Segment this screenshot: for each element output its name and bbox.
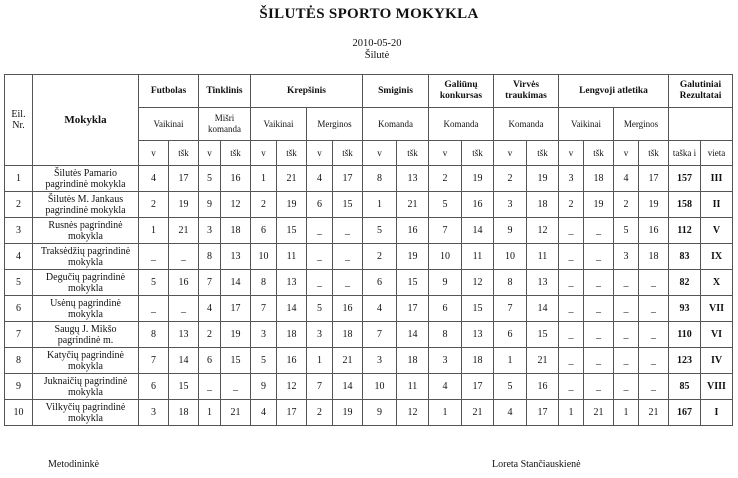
cell-v: 4 (429, 374, 462, 400)
cell-tsk: 18 (639, 244, 669, 270)
cell-tsk: 13 (277, 270, 307, 296)
cell-v: 7 (139, 348, 169, 374)
table-row (5, 296, 733, 322)
cell-tsk: 11 (397, 374, 429, 400)
header-v: v (614, 141, 639, 166)
cell-tsk: 14 (462, 218, 494, 244)
cell-v: 3 (614, 244, 639, 270)
cell-tsk: _ (639, 270, 669, 296)
table-row (5, 322, 733, 348)
cell-v: 5 (614, 218, 639, 244)
table-row (5, 244, 733, 270)
table-row (5, 374, 733, 400)
cell-v: _ (199, 374, 221, 400)
cell-v: 9 (251, 374, 277, 400)
row-school: Saugų J. Mikšo pagrindinė m. (33, 322, 139, 348)
cell-v: _ (559, 218, 584, 244)
cell-tsk: 21 (221, 400, 251, 426)
cell-tsk: 16 (462, 192, 494, 218)
cell-tsk: 14 (527, 296, 559, 322)
row-nr: 5 (5, 270, 33, 296)
cell-tsk: _ (639, 374, 669, 400)
row-points: 83 (669, 244, 701, 270)
cell-v: 1 (199, 400, 221, 426)
cell-tsk: 12 (277, 374, 307, 400)
row-school: Degučių pagrindinė mokykla (33, 270, 139, 296)
header-smiginis: Smiginis (363, 75, 429, 108)
cell-tsk: 18 (527, 192, 559, 218)
cell-v: 6 (494, 322, 527, 348)
cell-tsk: 21 (333, 348, 363, 374)
cell-v: 7 (199, 270, 221, 296)
cell-v: 10 (494, 244, 527, 270)
cell-tsk: 11 (527, 244, 559, 270)
header-tinklinis: Tinklinis (199, 75, 251, 108)
cell-v: 6 (139, 374, 169, 400)
cell-tsk: 17 (527, 400, 559, 426)
cell-tsk: 18 (169, 400, 199, 426)
sub-smiginis-komanda: Komanda (363, 108, 429, 141)
cell-tsk: 17 (221, 296, 251, 322)
cell-v: 4 (139, 166, 169, 192)
sub-galutiniai-empty (669, 108, 733, 141)
cell-v: 6 (363, 270, 397, 296)
row-points: 123 (669, 348, 701, 374)
header-nr: Eil. Nr. (5, 75, 33, 166)
row-points: 93 (669, 296, 701, 322)
row-place: VII (701, 296, 733, 322)
cell-v: 5 (199, 166, 221, 192)
cell-v: _ (559, 244, 584, 270)
header-school: Mokykla (33, 75, 139, 166)
cell-tsk: 16 (221, 166, 251, 192)
cell-tsk: _ (584, 244, 614, 270)
header-tsk: tšk (169, 141, 199, 166)
row-nr: 10 (5, 400, 33, 426)
cell-tsk: _ (333, 218, 363, 244)
cell-tsk: 18 (221, 218, 251, 244)
results-table (4, 74, 733, 426)
cell-v: 9 (429, 270, 462, 296)
cell-v: 8 (251, 270, 277, 296)
row-school: Traksėdžių pagrindinė mokykla (33, 244, 139, 270)
row-place: III (701, 166, 733, 192)
cell-tsk: _ (639, 322, 669, 348)
cell-v: 1 (559, 400, 584, 426)
cell-v: _ (614, 348, 639, 374)
cell-tsk: 12 (527, 218, 559, 244)
cell-tsk: 19 (527, 166, 559, 192)
table-row (5, 270, 733, 296)
header-v: v (559, 141, 584, 166)
cell-v: 8 (139, 322, 169, 348)
cell-tsk: 17 (277, 400, 307, 426)
row-school: Šilutės M. Jankaus pagrindinė mokykla (33, 192, 139, 218)
cell-v: 4 (363, 296, 397, 322)
header-galutiniai: Galutiniai Rezultatai (669, 75, 733, 108)
cell-v: _ (559, 322, 584, 348)
cell-v: _ (614, 374, 639, 400)
cell-v: 5 (139, 270, 169, 296)
cell-tsk: 18 (462, 348, 494, 374)
cell-tsk: 15 (397, 270, 429, 296)
cell-tsk: 19 (333, 400, 363, 426)
cell-v: _ (307, 244, 333, 270)
cell-v: 5 (494, 374, 527, 400)
header-v: v (363, 141, 397, 166)
cell-v: 7 (251, 296, 277, 322)
row-school: Vilkyčių pagrindinė mokykla (33, 400, 139, 426)
table-row (5, 218, 733, 244)
cell-tsk: 19 (639, 192, 669, 218)
cell-tsk: 12 (221, 192, 251, 218)
row-nr: 3 (5, 218, 33, 244)
cell-tsk: 13 (527, 270, 559, 296)
cell-tsk: 19 (277, 192, 307, 218)
row-points: 112 (669, 218, 701, 244)
cell-v: 5 (363, 218, 397, 244)
cell-tsk: 13 (221, 244, 251, 270)
cell-tsk: 14 (221, 270, 251, 296)
row-nr: 7 (5, 322, 33, 348)
header-lengvoji: Lengvoji atletika (559, 75, 669, 108)
cell-v: 2 (139, 192, 169, 218)
cell-v: 4 (251, 400, 277, 426)
cell-tsk: 17 (169, 166, 199, 192)
footer-signatory: Loreta Stančiauskienė (492, 459, 581, 470)
header-v: v (429, 141, 462, 166)
cell-v: 3 (429, 348, 462, 374)
cell-tsk: 21 (527, 348, 559, 374)
cell-v: 7 (494, 296, 527, 322)
header-v: v (199, 141, 221, 166)
cell-tsk: 16 (333, 296, 363, 322)
cell-v: 1 (429, 400, 462, 426)
header-tsk: tšk (333, 141, 363, 166)
cell-v: _ (559, 374, 584, 400)
cell-tsk: 19 (397, 244, 429, 270)
cell-v: 8 (363, 166, 397, 192)
cell-tsk: 13 (462, 322, 494, 348)
cell-v: 4 (494, 400, 527, 426)
cell-v: 8 (494, 270, 527, 296)
cell-tsk: 21 (169, 218, 199, 244)
cell-v: 1 (139, 218, 169, 244)
cell-tsk: 18 (397, 348, 429, 374)
cell-tsk: 15 (169, 374, 199, 400)
header-vieta: vieta (701, 141, 733, 166)
cell-tsk: 21 (277, 166, 307, 192)
cell-v: 10 (251, 244, 277, 270)
header-krepsinis: Krepšinis (251, 75, 363, 108)
cell-v: 3 (251, 322, 277, 348)
cell-v: 8 (429, 322, 462, 348)
cell-v: 1 (251, 166, 277, 192)
document-date: 2010-05-20 (352, 38, 402, 49)
header-tsk: tšk (397, 141, 429, 166)
cell-v: 3 (307, 322, 333, 348)
cell-tsk: 19 (169, 192, 199, 218)
sub-galiunu-komanda: Komanda (429, 108, 494, 141)
cell-tsk: 15 (527, 322, 559, 348)
row-nr: 6 (5, 296, 33, 322)
cell-tsk: _ (169, 244, 199, 270)
cell-v: _ (559, 348, 584, 374)
cell-tsk: 19 (584, 192, 614, 218)
cell-tsk: 16 (397, 218, 429, 244)
cell-tsk: 14 (397, 322, 429, 348)
row-place: IV (701, 348, 733, 374)
row-points: 157 (669, 166, 701, 192)
cell-tsk: 21 (397, 192, 429, 218)
cell-tsk: 17 (639, 166, 669, 192)
cell-tsk: _ (584, 296, 614, 322)
row-nr: 2 (5, 192, 33, 218)
cell-v: 5 (429, 192, 462, 218)
cell-v: _ (307, 218, 333, 244)
footer-role: Metodininkė (48, 459, 100, 470)
cell-v: 6 (251, 218, 277, 244)
header-v: v (251, 141, 277, 166)
header-row-groups (5, 75, 733, 108)
row-points: 167 (669, 400, 701, 426)
date-block (0, 38, 738, 62)
cell-v: 2 (494, 166, 527, 192)
row-nr: 1 (5, 166, 33, 192)
cell-tsk: 12 (462, 270, 494, 296)
header-tsk: tšk (221, 141, 251, 166)
row-points: 158 (669, 192, 701, 218)
cell-tsk: _ (584, 270, 614, 296)
header-galiunu: Galiūnų konkursas (429, 75, 494, 108)
row-place: II (701, 192, 733, 218)
cell-tsk: 17 (462, 374, 494, 400)
cell-tsk: _ (169, 296, 199, 322)
cell-v: 7 (429, 218, 462, 244)
cell-tsk: 11 (277, 244, 307, 270)
sub-krepsinis-vaikinai: Vaikinai (251, 108, 307, 141)
header-tsk: tšk (639, 141, 669, 166)
row-nr: 8 (5, 348, 33, 374)
cell-v: 8 (199, 244, 221, 270)
sub-futbolas-vaikinai: Vaikinai (139, 108, 199, 141)
cell-v: 6 (429, 296, 462, 322)
results-body (5, 166, 733, 426)
cell-tsk: 15 (277, 218, 307, 244)
header-tsk: tšk (527, 141, 559, 166)
cell-tsk: _ (333, 244, 363, 270)
header-v: v (139, 141, 169, 166)
table-row (5, 400, 733, 426)
cell-v: _ (559, 270, 584, 296)
cell-tsk: _ (584, 218, 614, 244)
cell-v: 2 (429, 166, 462, 192)
row-place: X (701, 270, 733, 296)
row-points: 110 (669, 322, 701, 348)
row-place: VIII (701, 374, 733, 400)
cell-tsk: 13 (397, 166, 429, 192)
cell-v: 5 (307, 296, 333, 322)
cell-v: 5 (251, 348, 277, 374)
row-place: IX (701, 244, 733, 270)
cell-v: 9 (363, 400, 397, 426)
cell-v: 4 (199, 296, 221, 322)
header-taskai: taška i (669, 141, 701, 166)
header-futbolas: Futbolas (139, 75, 199, 108)
cell-v: 7 (363, 322, 397, 348)
cell-v: _ (139, 296, 169, 322)
cell-tsk: 16 (527, 374, 559, 400)
cell-tsk: _ (584, 348, 614, 374)
cell-v: _ (139, 244, 169, 270)
cell-v: 4 (307, 166, 333, 192)
cell-tsk: 15 (333, 192, 363, 218)
cell-v: 3 (139, 400, 169, 426)
cell-tsk: 19 (462, 166, 494, 192)
row-school: Rusnės pagrindinė mokykla (33, 218, 139, 244)
sub-tinklinis-misri: Mišri komanda (199, 108, 251, 141)
header-virves: Virvės traukimas (494, 75, 559, 108)
document-title: ŠILUTĖS SPORTO MOKYKLA (259, 6, 479, 22)
row-place: I (701, 400, 733, 426)
header-v: v (494, 141, 527, 166)
header-tsk: tšk (462, 141, 494, 166)
row-nr: 4 (5, 244, 33, 270)
cell-v: 2 (363, 244, 397, 270)
cell-tsk: 17 (397, 296, 429, 322)
document-place: Šilutė (364, 50, 390, 61)
cell-tsk: 11 (462, 244, 494, 270)
header-tsk: tšk (584, 141, 614, 166)
row-school: Šilutės Pamario pagrindinė mokykla (33, 166, 139, 192)
cell-tsk: 16 (277, 348, 307, 374)
cell-tsk: 16 (639, 218, 669, 244)
cell-tsk: 14 (277, 296, 307, 322)
cell-v: 1 (494, 348, 527, 374)
row-place: V (701, 218, 733, 244)
table-row (5, 166, 733, 192)
cell-v: _ (614, 296, 639, 322)
cell-tsk: 15 (221, 348, 251, 374)
cell-v: 2 (199, 322, 221, 348)
row-school: Usėnų pagrindinė mokykla (33, 296, 139, 322)
cell-tsk: 19 (221, 322, 251, 348)
table-row (5, 192, 733, 218)
cell-tsk: 18 (333, 322, 363, 348)
cell-tsk: 13 (169, 322, 199, 348)
cell-tsk: 17 (333, 166, 363, 192)
cell-v: 1 (363, 192, 397, 218)
cell-v: 2 (307, 400, 333, 426)
cell-v: 9 (199, 192, 221, 218)
cell-v: 1 (307, 348, 333, 374)
cell-v: _ (307, 270, 333, 296)
cell-tsk: 21 (462, 400, 494, 426)
sub-lengvoji-merginos: Merginos (614, 108, 669, 141)
cell-v: _ (614, 322, 639, 348)
cell-tsk: _ (333, 270, 363, 296)
cell-v: 4 (614, 166, 639, 192)
row-school: Katyčių pagrindinė mokykla (33, 348, 139, 374)
cell-tsk: 16 (169, 270, 199, 296)
cell-tsk: _ (639, 296, 669, 322)
cell-v: 2 (614, 192, 639, 218)
cell-tsk: 18 (584, 166, 614, 192)
row-nr: 9 (5, 374, 33, 400)
cell-tsk: _ (221, 374, 251, 400)
cell-tsk: 18 (277, 322, 307, 348)
cell-v: 1 (614, 400, 639, 426)
cell-v: 3 (494, 192, 527, 218)
row-school: Juknaičių pagrindinė mokykla (33, 374, 139, 400)
cell-v: _ (559, 296, 584, 322)
cell-v: 6 (199, 348, 221, 374)
cell-tsk: 14 (333, 374, 363, 400)
sub-krepsinis-merginos: Merginos (307, 108, 363, 141)
cell-tsk: 14 (169, 348, 199, 374)
cell-tsk: 12 (397, 400, 429, 426)
cell-tsk: 21 (584, 400, 614, 426)
cell-v: 10 (363, 374, 397, 400)
cell-tsk: _ (584, 374, 614, 400)
cell-v: 9 (494, 218, 527, 244)
cell-tsk: _ (639, 348, 669, 374)
cell-tsk: 15 (462, 296, 494, 322)
header-v: v (307, 141, 333, 166)
cell-v: 2 (251, 192, 277, 218)
cell-v: 2 (559, 192, 584, 218)
table-row (5, 348, 733, 374)
cell-v: _ (614, 270, 639, 296)
sub-virves-komanda: Komanda (494, 108, 559, 141)
row-points: 85 (669, 374, 701, 400)
cell-v: 3 (199, 218, 221, 244)
cell-v: 3 (363, 348, 397, 374)
cell-v: 7 (307, 374, 333, 400)
row-place: VI (701, 322, 733, 348)
row-points: 82 (669, 270, 701, 296)
cell-tsk: _ (584, 322, 614, 348)
sub-lengvoji-vaikinai: Vaikinai (559, 108, 614, 141)
header-tsk: tšk (277, 141, 307, 166)
cell-v: 10 (429, 244, 462, 270)
cell-tsk: 21 (639, 400, 669, 426)
cell-v: 3 (559, 166, 584, 192)
cell-v: 6 (307, 192, 333, 218)
